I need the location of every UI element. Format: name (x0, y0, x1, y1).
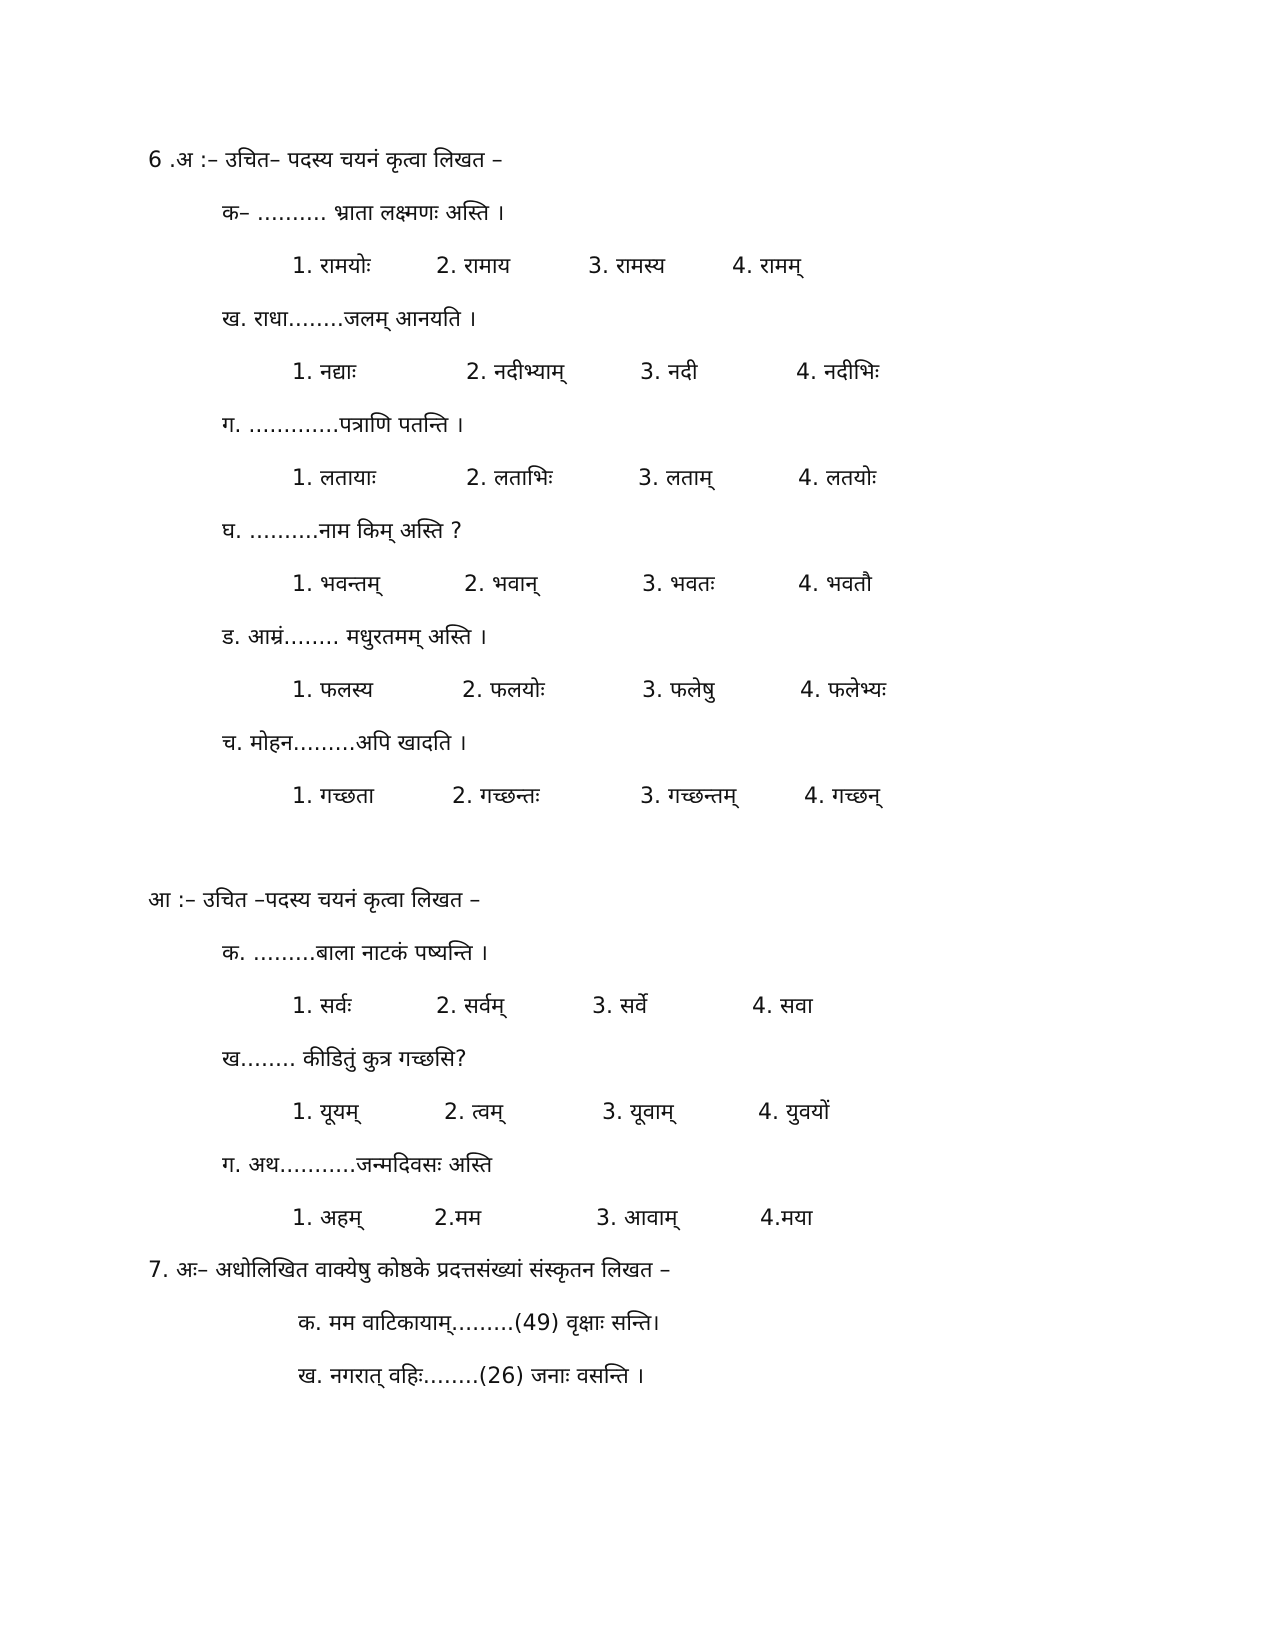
option-6aa-ga-3: 3. आवाम् (596, 1206, 678, 1231)
option-6a-da-1: 1. फलस्य (292, 678, 374, 703)
option-6aa-kha-3: 3. यूवाम् (602, 1100, 674, 1125)
option-6a-da-3: 3. फलेषु (642, 678, 715, 703)
option-6aa-ga-1: 1. अहम् (292, 1206, 362, 1231)
question-6a-gha: घ. ..........नाम किम् अस्ति ? (222, 519, 462, 544)
option-6a-ka-3: 3. रामस्य (588, 254, 666, 279)
question-6aa-kha: ख........ कीडितुं कुत्र गच्छसि? (222, 1047, 467, 1072)
option-6a-da-2: 2. फलयोः (462, 678, 545, 703)
option-6a-kha-3: 3. नदी (640, 360, 698, 385)
section-7a-heading: 7. अः– अधोलिखित वाक्येषु कोष्ठके प्रदत्तसंख्यां संस्कृतन लिखत – (148, 1258, 671, 1283)
option-6aa-ga-2: 2.मम (434, 1206, 482, 1231)
option-6a-cha-2: 2. गच्छन्तः (452, 784, 540, 809)
option-6a-kha-2: 2. नदीभ्याम् (466, 360, 565, 385)
option-6aa-ga-4: 4.मया (760, 1206, 813, 1231)
section-6aa-heading: आ :– उचित –पदस्य चयनं कृत्वा लिखत – (148, 888, 481, 913)
question-7a-kha: ख. नगरात् वहिः........(26) जनाः वसन्ति । (298, 1364, 645, 1389)
question-6a-ga: ग. .............पत्राणि पतन्ति । (222, 413, 464, 438)
option-6aa-ka-1: 1. सर्वः (292, 994, 352, 1019)
question-6aa-ga: ग. अथ...........जन्मदिवसः अस्ति (222, 1153, 493, 1178)
option-6aa-ka-4: 4. सवा (752, 994, 813, 1019)
question-6a-kha: ख. राधा........जलम् आनयति । (222, 307, 477, 332)
question-6a-cha: च. मोहन.........अपि खादति । (222, 731, 467, 756)
option-6a-ka-1: 1. रामयोः (292, 254, 371, 279)
question-6a-da: ड. आम्रं........ मधुरतमम् अस्ति । (222, 625, 487, 650)
option-6aa-kha-4: 4. युवयों (758, 1100, 830, 1125)
option-6a-ga-4: 4. लतयोः (798, 466, 877, 491)
option-6a-ga-1: 1. लतायाः (292, 466, 377, 491)
option-6a-gha-3: 3. भवतः (642, 572, 715, 597)
option-6a-ga-2: 2. लताभिः (466, 466, 553, 491)
option-6a-ka-2: 2. रामाय (436, 254, 511, 279)
option-6a-da-4: 4. फलेभ्यः (800, 678, 887, 703)
option-6a-kha-4: 4. नदीभिः (796, 360, 880, 385)
option-6a-gha-2: 2. भवान् (464, 572, 538, 597)
option-6a-gha-1: 1. भवन्तम् (292, 572, 381, 597)
option-6aa-kha-1: 1. यूयम् (292, 1100, 359, 1125)
option-6a-ka-4: 4. रामम् (732, 254, 801, 279)
question-6a-ka: क– .......... भ्राता लक्ष्मणः अस्ति । (222, 201, 505, 226)
option-6a-cha-3: 3. गच्छन्तम् (640, 784, 737, 809)
question-6aa-ka: क. .........बाला नाटकं पष्यन्ति । (222, 941, 488, 966)
option-6aa-ka-2: 2. सर्वम् (436, 994, 505, 1019)
option-6a-ga-3: 3. लताम् (638, 466, 713, 491)
option-6a-cha-4: 4. गच्छन् (804, 784, 881, 809)
question-7a-ka: क. मम वाटिकायाम्.........(49) वृक्षाः सन्ति। (298, 1311, 660, 1336)
option-6aa-ka-3: 3. सर्वे (592, 994, 648, 1019)
section-6a-heading: 6 .अ :– उचित– पदस्य चयनं कृत्वा लिखत – (148, 148, 503, 173)
option-6a-kha-1: 1. नद्याः (292, 360, 357, 385)
option-6a-cha-1: 1. गच्छता (292, 784, 375, 809)
option-6aa-kha-2: 2. त्वम् (444, 1100, 504, 1125)
option-6a-gha-4: 4. भवतौ (798, 572, 872, 597)
